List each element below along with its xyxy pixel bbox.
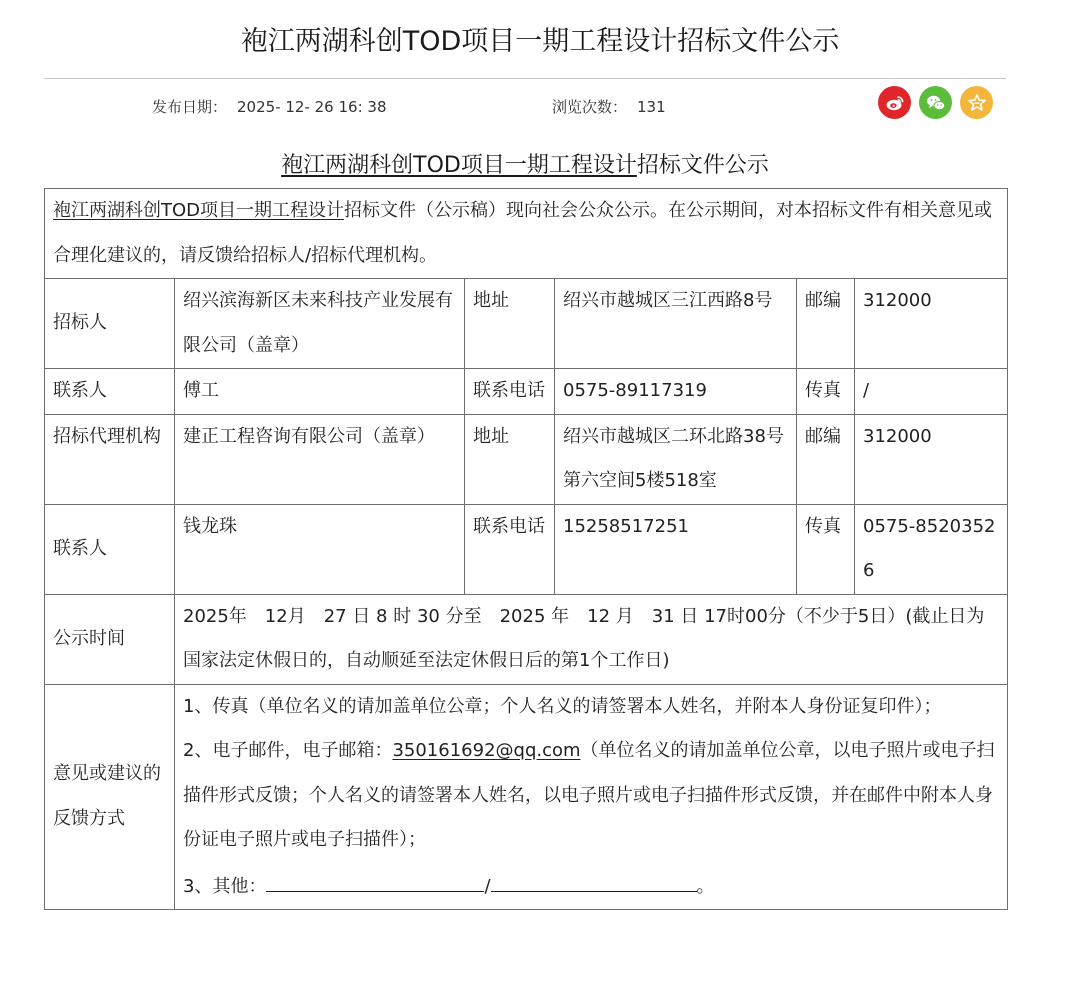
publish-date-value: 2025- 12- 26 16: 38 (237, 98, 387, 116)
table-row-period (45, 594, 1008, 684)
period-label: 公示时间 (45, 594, 175, 684)
feedback-label: 意见或建议的反馈方式 (45, 684, 175, 910)
tenderer-postcode-label: 邮编 (797, 279, 855, 369)
tenderer-fax: / (855, 369, 1008, 415)
table-row-feedback (45, 684, 1008, 910)
page-title: 袍江两湖科创TOD项目一期工程设计招标文件公示 (240, 26, 840, 57)
feedback-email-link[interactable]: 350161692@qq.com (392, 740, 581, 761)
tenderer-address: 绍兴市越城区三江西路8号 (555, 279, 797, 369)
wechat-icon (925, 92, 947, 114)
tenderer-contact-value: 傅工 (175, 369, 465, 415)
star-icon (966, 92, 988, 114)
agency-contact-value: 钱龙珠 (175, 504, 465, 594)
tenderer-address-label: 地址 (465, 279, 555, 369)
weibo-icon (884, 92, 906, 114)
view-count-value: 131 (637, 98, 666, 116)
agency-address: 绍兴市越城区二环北路38号第六空间5楼518室 (555, 414, 797, 504)
feedback-methods (175, 684, 1008, 910)
table-row-agency-contact (45, 504, 1008, 594)
tenderer-phone: 0575-89117319 (555, 369, 797, 415)
agency-label: 招标代理机构 (45, 414, 175, 504)
tenderer-postcode: 312000 (855, 279, 1008, 369)
view-count-label: 浏览次数： (552, 98, 628, 116)
agency-phone: 15258517251 (555, 504, 797, 594)
table-row-intro (45, 189, 1008, 279)
tenderer-contact-label: 联系人 (45, 369, 175, 415)
feedback-item-other (183, 863, 999, 910)
share-weibo-button[interactable] (878, 86, 911, 119)
feedback-email-prefix: 2、电子邮件，电子邮箱： (183, 740, 393, 761)
intro-cell (45, 189, 1008, 279)
agency-fax: 0575-85203526 (855, 504, 1008, 594)
agency-postcode-label: 邮编 (797, 414, 855, 504)
feedback-email-suffix: （单位名义的请加盖单位公章，以电子照片或电子扫描件形式反馈；个人名义的请签署本人姓名，以电子照片或电子扫描件形式反馈，并在邮件中附本人身份证电子照片或电子扫描件）； (183, 740, 995, 850)
period-value: 2025年 12月 27 日 8 时 30 分至 2025 年 12 月 31 日 17时00分（不少于5日）(截止日为国家法定休假日的，自动顺延至法定休假日后的第1个工作日) (175, 594, 1008, 684)
notice-table (44, 188, 1008, 910)
feedback-item-fax: 1、传真（单位名义的请加盖单位公章；个人名义的请签署本人姓名，并附本人身份证复印件）； (183, 695, 942, 717)
agency-value: 建正工程咨询有限公司（盖章） (175, 414, 465, 504)
intro-text: 招标文件（公示稿）现向社会公众公示。在公示期间，对本招标文件有相关意见或合理化建议的，请反馈给招标人/招标代理机构。 (53, 200, 993, 266)
agency-address-label: 地址 (465, 414, 555, 504)
feedback-other-blank-2 (491, 863, 697, 892)
feedback-other-prefix: 3、其他： (183, 875, 267, 897)
document-title-project: 袍江两湖科创TOD项目一期工程设计 (281, 153, 637, 178)
publish-date-label: 发布日期： (152, 98, 228, 116)
publish-date (152, 96, 387, 118)
tenderer-fax-label: 传真 (797, 369, 855, 415)
feedback-other-separator: / (484, 875, 491, 897)
agency-postcode: 312000 (855, 414, 1008, 504)
intro-project-name: 袍江两湖科创TOD项目一期工程设计 (53, 200, 345, 221)
feedback-other-blank-1 (266, 863, 484, 892)
document-title-suffix: 招标文件公示 (636, 153, 769, 178)
view-count (552, 96, 666, 118)
table-row-agency (45, 414, 1008, 504)
share-wechat-button[interactable] (919, 86, 952, 119)
tenderer-value: 绍兴滨海新区未来科技产业发展有限公司（盖章） (175, 279, 465, 369)
agency-phone-label: 联系电话 (465, 504, 555, 594)
title-divider (44, 78, 1006, 79)
document-title (0, 150, 1050, 182)
tenderer-label: 招标人 (45, 279, 175, 369)
feedback-other-suffix: 。 (696, 875, 715, 897)
share-bar (878, 86, 993, 119)
table-row-tenderer (45, 279, 1008, 369)
agency-contact-label: 联系人 (45, 504, 175, 594)
tenderer-phone-label: 联系电话 (465, 369, 555, 415)
feedback-item-email (183, 729, 999, 863)
agency-fax-label: 传真 (797, 504, 855, 594)
favorite-button[interactable] (960, 86, 993, 119)
table-row-tenderer-contact (45, 369, 1008, 415)
